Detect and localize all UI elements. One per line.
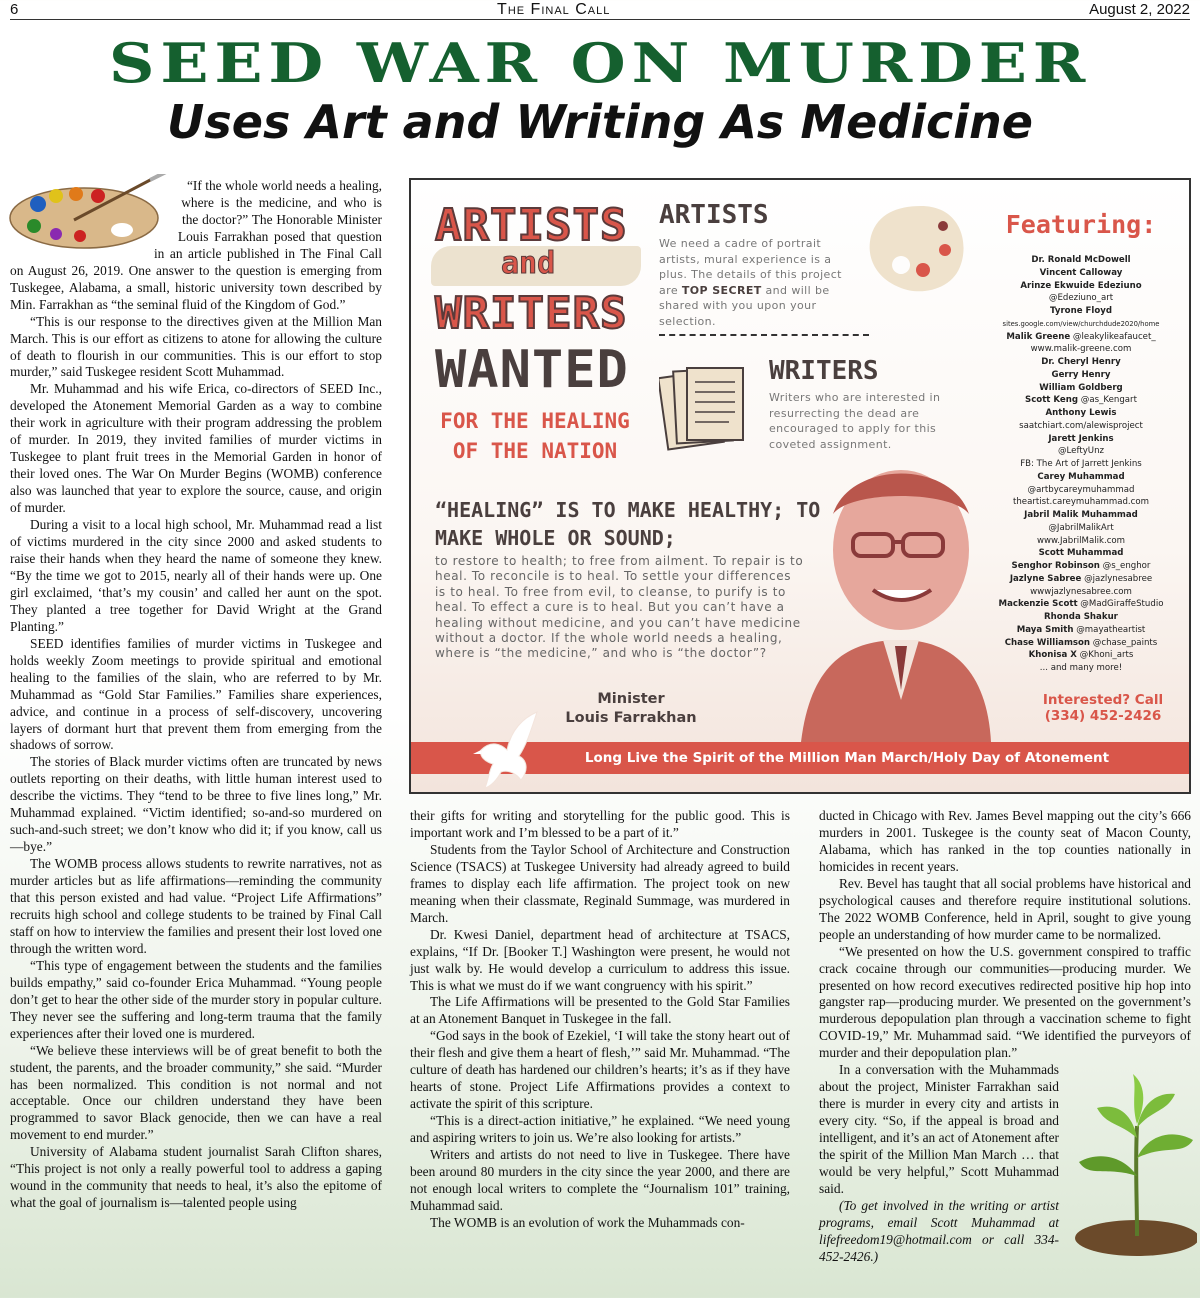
paragraph: Rev. Bevel has taught that all social problems have historical and psychological causes and therefore require institutional solutions. The 2022 WOMB Conference, held in April, sought to give young people an understanding of how murder came to be normalized.	[819, 875, 1191, 942]
healing-quote-body: to restore to health; to free from ailment. To repair is to heal. To reconcile is to heal. To settle your differences is to heal. To free from evil, to cleanse, to purify is to heal. To effect a cure is to heal. But you can’t have a healing without medicine, and you can’t have medicine without a doctor. If the whole world needs a healing, where is “the medicine,” and who is “the doctor”?	[435, 554, 804, 661]
paragraph: “We presented on how the U.S. government conspired to traffic crack cocaine through our communities—producing murder. We presented on how record executives redirected positive hip hop into gangster rap—producing murder. We presented on the government’s murderous depopulation plan through a vaccination scheme to fight COVID-19,” Mr. Muhammad said. “We identified the purveyors of murder and their depopulation plan.”	[819, 943, 1191, 1061]
paragraph: ducted in Chicago with Rev. James Bevel mapping out the city’s 666 murders in 2001. Tuskegee is the county seat of Macon County, Alabama, which has ranked in the top counties nationally in homicides in recent years.	[819, 808, 1191, 874]
featuring-heading: Featuring:	[1005, 210, 1157, 239]
featuring-entry	[971, 611, 1191, 624]
featuring-entry	[971, 369, 1191, 382]
featuring-entry	[971, 407, 1191, 420]
palette-icon	[861, 200, 971, 300]
featuring-entry	[971, 305, 1191, 318]
featured-person-name: Senghor Robinson	[1011, 561, 1100, 571]
paragraph: University of Alabama student journalist Sarah Clifton shares, “This project is not only a really powerful tool to address a gaping wound in the community that needs to heal, it’s also the epitome of what the goal of journalism is—talented people using	[10, 1144, 382, 1211]
paragraph: their gifts for writing and storytelling for the public good. This is important work and I’m blessed to be a part of it.”	[410, 808, 790, 840]
article-column-3	[819, 808, 1191, 1266]
featured-person-name: Arinze Ekwuide Edeziuno	[1020, 280, 1142, 291]
featured-person-name: Khonisa X	[1028, 650, 1077, 661]
artists-section-heading: ARTISTS	[659, 200, 769, 230]
featuring-entry	[971, 496, 1191, 509]
featured-person-name: Scott Keng	[1025, 395, 1079, 406]
featuring-entry	[971, 356, 1191, 369]
quote-attribution	[541, 690, 721, 728]
featured-person-name: Anthony Lewis	[1045, 408, 1117, 418]
featured-person-handle: @leakylikeafaucet_	[1070, 331, 1156, 342]
featured-person-handle: @Khoni_arts	[1076, 650, 1134, 661]
featured-person-handle: wwwjazlynesabree.com	[1030, 586, 1132, 597]
contact-label: Interested? Call	[1042, 692, 1164, 708]
paragraph: Students from the Taylor School of Architecture and Construction Science (TSACS) at Tuskegee University had already agreed to build frames to display each life affirmation. The project took on new meaning when their classmate, Reginald Summage, was murdered in March.	[410, 841, 790, 925]
paragraph: “If the whole world needs a healing, where is the medicine, and who is the doctor?” The Honorable Minister Louis Farrakhan posed that question in an article published in The Final Call on August 26, 2019. One answer to the question is emerging from Tuskegee, Alabama, a small, historic university town described by Min. Farrakhan as “the seminal fluid of the Kingdom of God.”	[10, 178, 382, 312]
paragraph: “This is our response to the directives given at the Million Man March. This is our effort as citizens to atone for allowing the culture of death to flourish in our communities. This is our effort to stop murder,” said Tuskegee resident Scott Muhammad.	[10, 313, 382, 380]
healing-quote-heading: “HEALING” IS TO MAKE HEALTHY; TO MAKE WHOLE OR SOUND;	[435, 498, 821, 550]
featuring-entry	[971, 471, 1191, 484]
paragraph: Dr. Kwesi Daniel, department head of architecture at TSACS, explains, “If Dr. [Booker T.] Washington were present, he would not just walk by. He would develop a curriculum to address this issue. This is what we must do if we want congruency with his spirit.”	[410, 926, 790, 993]
featuring-entry	[971, 509, 1191, 522]
featuring-entry	[971, 573, 1191, 586]
featuring-entry	[971, 254, 1191, 267]
featured-person-handle: FB: The Art of Jarrett Jenkins	[1020, 459, 1142, 469]
featuring-entry	[971, 560, 1191, 573]
featured-person-handle: @jazlynesabree	[1081, 573, 1153, 584]
contact-callout	[1023, 692, 1183, 724]
paragraph: “We believe these interviews will be of great benefit to both the student, the parents, and the broader community,” she said. “Murder has been normalized. This condition is not normal and not acceptable. Once our children understand they have been programmed to savor Black genocide, then we can have a real movement to end murder.”	[10, 1042, 382, 1143]
papers-icon	[659, 360, 749, 460]
attribution-title: Minister	[597, 691, 665, 707]
featured-person-name: Chase Williamson	[1004, 637, 1091, 648]
top-secret-text: TOP SECRET	[681, 283, 762, 297]
featuring-entry	[971, 637, 1191, 650]
featuring-entry	[971, 267, 1191, 280]
artists-body-part: and will be shared with you upon your selection.	[659, 283, 830, 328]
featured-person-name: Malik Greene	[1006, 331, 1071, 342]
featuring-list	[971, 254, 1191, 675]
subheadline: Uses Art and Writing As Medicine	[167, 95, 1033, 149]
featuring-entry	[971, 394, 1191, 407]
ad-title-artists: ARTISTS	[435, 200, 628, 251]
dove-icon	[471, 710, 541, 790]
featured-person-name: William Goldberg	[1039, 382, 1123, 393]
writers-section-heading: WRITERS	[769, 356, 879, 386]
featuring-entry	[971, 433, 1191, 446]
featured-person-handle: @JabrilMalikArt	[1048, 522, 1114, 533]
featured-person-handle: www.malik-greene.com	[1030, 344, 1132, 355]
featured-person-name: Gerry Henry	[1051, 369, 1111, 380]
featuring-entry	[971, 420, 1191, 433]
featuring-entry	[971, 280, 1191, 293]
ad-wanted: WANTED	[435, 340, 629, 400]
featuring-entry	[971, 484, 1191, 497]
featuring-entry	[971, 382, 1191, 395]
featured-person-name: Tyrone Floyd	[1050, 306, 1112, 316]
seedling-plant-icon	[1067, 1066, 1197, 1256]
page-number: 6	[10, 1, 19, 18]
featuring-entry	[971, 318, 1191, 331]
paragraph: Writers and artists do not need to live in Tuskegee. There have been around 80 murders in the city since the year 2000, and there are not enough local writers to complete the “Journalism 101” training, Muhammad said.	[410, 1147, 790, 1213]
article-column-2	[410, 808, 790, 1232]
paint-palette-icon	[4, 174, 176, 254]
featuring-entry	[971, 586, 1191, 599]
featured-person-name: Dr. Cheryl Henry	[1041, 357, 1121, 367]
featured-person-name: Scott Muhammad	[1038, 548, 1124, 559]
artists-section-body	[659, 236, 859, 329]
featuring-entry	[971, 624, 1191, 637]
paragraph: The WOMB is an evolution of work the Muhammads con-	[430, 1214, 745, 1230]
featured-person-name: Rhonda Shakur	[1044, 612, 1118, 622]
paragraph: In a conversation with the Muhammads about the project, Minister Farrakhan said there is murder in every city and artists in every city. “So, if the appeal is broad and intelligent, and it’s an act of Atonement after the spirit of the Million Man March … that would be very helpful,” Scott Muhammad said.	[819, 1062, 1059, 1196]
closing-note: (To get involved in the writing or artist programs, email Scott Muhammad at lifefreedom19@hotmail.com or call 334-452-2426.)	[819, 1197, 1059, 1264]
ad-healing-nation: FOR THE HEALING OF THE NATION	[440, 409, 630, 463]
artists-body-part: We need a cadre of portrait artists, mural experience is a plus. The details of this project are	[659, 237, 842, 297]
issue-date: August 2, 2022	[1089, 1, 1190, 18]
featured-person-handle: @mayatheartist	[1073, 624, 1146, 635]
featured-person-name: Carey Muhammad	[1037, 471, 1125, 482]
featuring-entry	[971, 331, 1191, 344]
page-folio	[10, 0, 1190, 20]
featuring-entry	[971, 292, 1191, 305]
paragraph: The Life Affirmations will be presented to the Gold Star Families at an Atonement Banquet in Tuskegee in the fall.	[410, 994, 790, 1027]
featuring-entry	[971, 445, 1191, 458]
paragraph: Mr. Muhammad and his wife Erica, co-directors of SEED Inc., developed the Atonement Memorial Garden as a way to combine their work in agriculture with their program addressing the problem of murder. In 2019, they invited families of murder victims in Tuskegee to plant fruit trees in the Memorial Garden in honor of their loved ones. The War On Murder Begins (WOMB) conference also was launched that year to explore the source, cause, and origin of murder.	[10, 381, 382, 516]
featured-person-handle: saatchiart.com/alewisproject	[1019, 420, 1143, 431]
featured-person-handle: @LeftyUnz	[1057, 446, 1105, 457]
writers-section-body: Writers who are interested in resurrecting the dead are encouraged to apply for this coveted assignment.	[769, 391, 941, 451]
featured-person-handle: theartist.careymuhammad.com	[1012, 497, 1150, 508]
featured-person-handle: @Edeziuno_art	[1048, 293, 1114, 304]
featured-person-handle: @artbycareymuhammad	[1027, 484, 1135, 495]
million-man-march-banner: Long Live the Spirit of the Million Man March/Holy Day of Atonement	[411, 742, 1191, 774]
paragraph: The WOMB process allows students to rewrite narratives, not as murder articles but as life affirmations—reminding the community that this person existed and had value. “Project Life Affirmations” recruits high school and college students to be trained by Final Call staff on how to interview the families and present their lost loved one through the written word.	[10, 856, 382, 956]
paragraph: The stories of Black murder victims often are truncated by news outlets reporting on their deaths, with little human interest used to describe the victims. They “tend to be three to five lines long,” Mr. Muhammad explained. “Victim identified; so-and-so murdered on such-and-such street; we don’t know who did it; if you know, call us—bye.”	[10, 754, 382, 855]
paragraph: “God says in the book of Ezekiel, ‘I will take the stony heart out of their flesh and give them a heart of flesh,’” said Mr. Muhammad. “The culture of death has hardened our children’s hearts; it’s as if they have hearts of stone. Project Life Affirmations provides a context to activate the spirit of this scripture.	[410, 1028, 790, 1112]
paragraph: “This type of engagement between the students and the families builds empathy,” said co-founder Erica Muhammad. “Young people don’t get to hear the other side of the murder story in popular culture. They never see the suffering and long-term trauma that the family experiences after their loved one is murdered.	[10, 957, 382, 1041]
featured-person-name: Dr. Ronald McDowell	[1031, 255, 1131, 265]
minister-portrait-illustration	[791, 450, 991, 742]
contact-phone: (334) 452-2426	[1044, 708, 1162, 724]
featuring-entry	[971, 522, 1191, 535]
featuring-entry	[971, 598, 1191, 611]
headline: SEED WAR ON MURDER	[108, 31, 1092, 95]
featured-person-handle: @MadGiraffeStudio	[1077, 599, 1164, 610]
featured-person-handle: @chase_paints	[1090, 637, 1158, 648]
featuring-entry	[971, 662, 1191, 675]
article-column-1	[10, 178, 382, 1212]
paragraph: SEED identifies families of murder victims in Tuskegee and holds weekly Zoom meetings to provide spiritual and emotional healing to the families of the slain, who are referred to by Mr. Muhammad as “Gold Star Families.” Families share experiences, advice, and continue in a process of self-discovery, uncovering layers of dormant hurt that prevent them from emerging from the shadows of sorrow.	[10, 635, 382, 753]
featured-person-handle: ... and many more!	[1039, 663, 1123, 673]
featured-person-name: Jabril Malik Muhammad	[1024, 510, 1138, 520]
ad-title-writers: WRITERS	[435, 288, 628, 339]
ad-title-and: and	[501, 246, 556, 281]
featuring-entry	[971, 547, 1191, 560]
featured-person-name: Jazlyne Sabree	[1009, 573, 1082, 584]
featuring-entry	[971, 649, 1191, 662]
featuring-entry	[971, 535, 1191, 548]
section-divider	[659, 334, 869, 336]
featured-person-name: Vincent Calloway	[1039, 267, 1123, 278]
featuring-entry	[971, 458, 1191, 471]
paragraph: “This is a direct-action initiative,” he explained. “We need young and aspiring writers to join us. We’re also looking for artists.”	[410, 1113, 790, 1146]
featured-person-name: Maya Smith	[1016, 624, 1074, 635]
featured-person-handle: sites.google.com/view/churchdude2020/home	[1002, 319, 1160, 328]
featured-person-name: Mackenzie Scott	[998, 599, 1078, 610]
featured-person-name: Jarett Jenkins	[1048, 433, 1114, 444]
publication-name: The Final Call	[497, 0, 611, 18]
paragraph: During a visit to a local high school, Mr. Muhammad read a list of victims murdered in the city since 2000 and asked students to raise their hands when they heard the name of someone they knew. “By the time we got to 2015, nearly all of their hands were up. One girl exclaimed, ‘that’s my cousin’ and called her aunt on the spot. They planted a tree together for David Wright at the Grand Planting.”	[10, 517, 382, 634]
featuring-entry	[971, 343, 1191, 356]
featured-person-handle: www.JabrilMalik.com	[1036, 535, 1126, 546]
recruitment-ad	[409, 178, 1191, 794]
attribution-name: Louis Farrakhan	[565, 710, 697, 726]
featured-person-handle: @s_enghor	[1099, 561, 1151, 571]
featured-person-handle: @as_Kengart	[1078, 395, 1137, 406]
